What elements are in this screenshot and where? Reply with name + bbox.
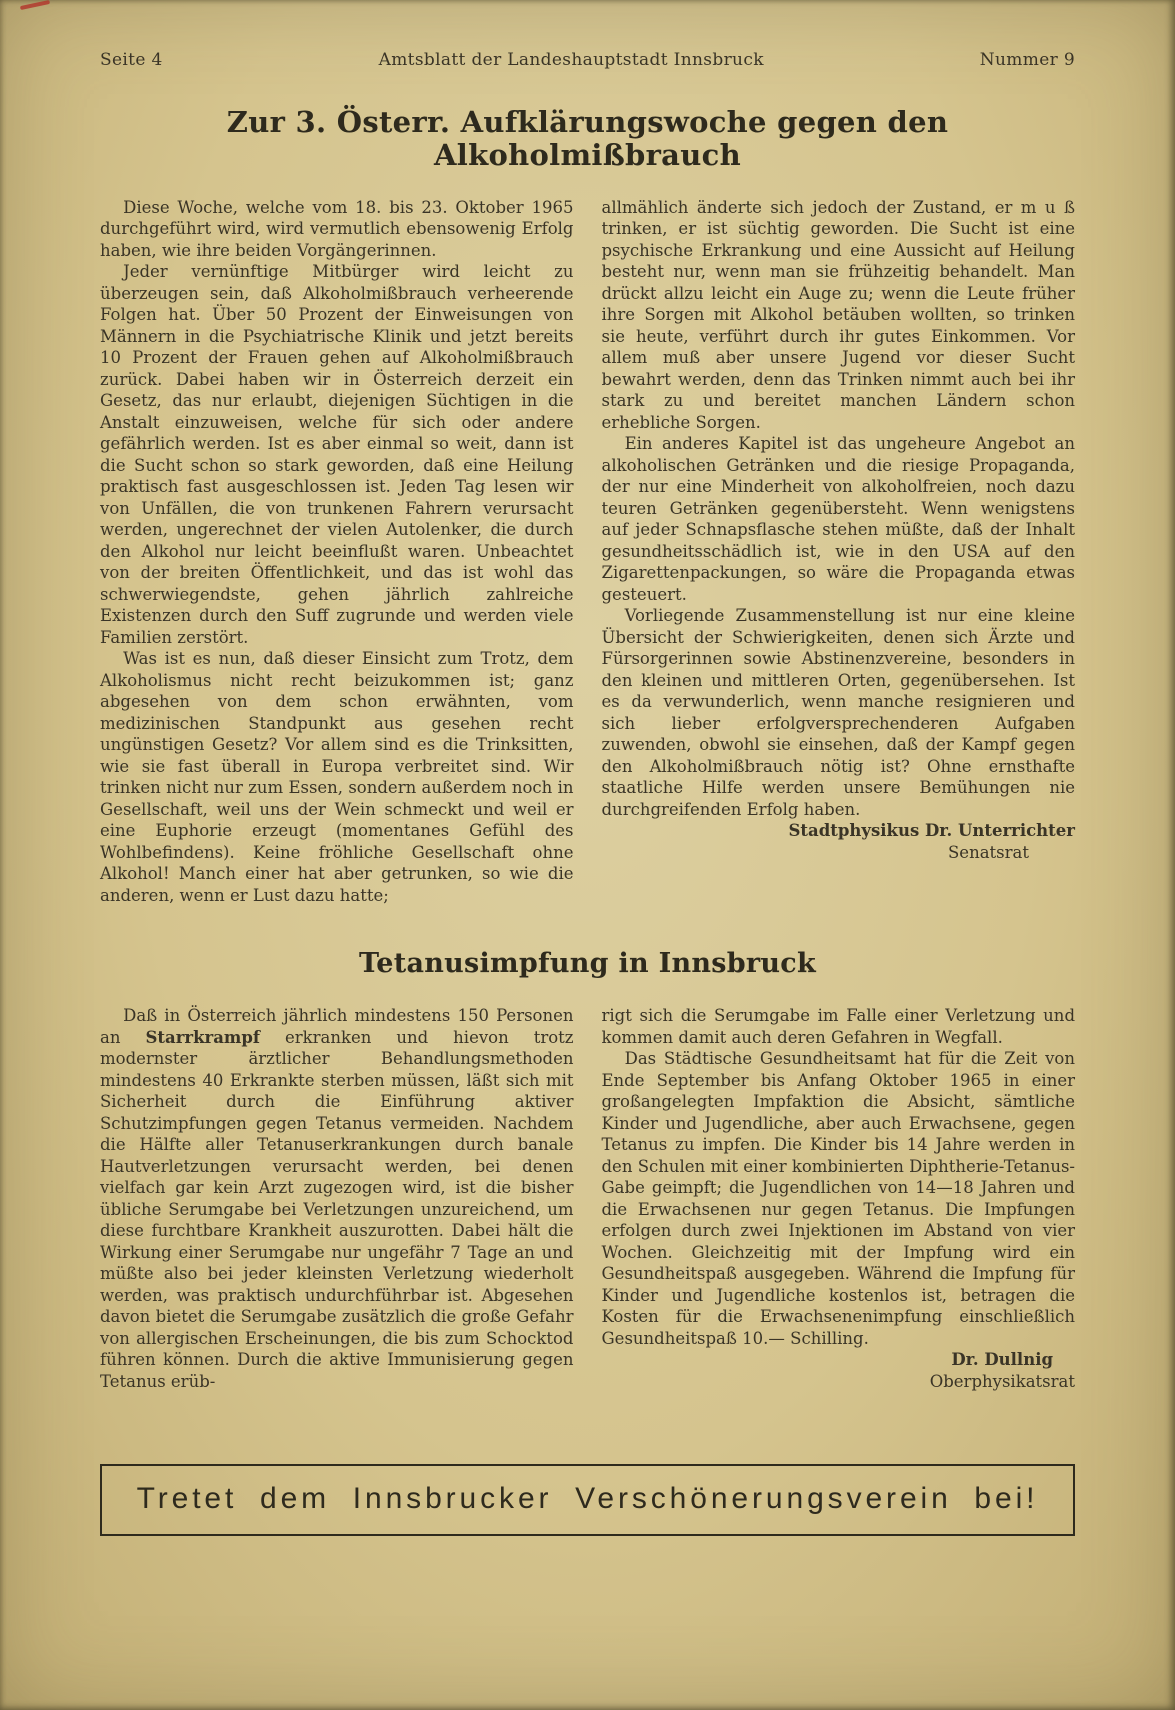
article2-column-right bbox=[602, 1005, 1076, 1392]
publication-title: Amtsblatt der Landeshauptstadt Innsbruck bbox=[378, 50, 764, 70]
article-tetanus-vaccination bbox=[100, 948, 1075, 1392]
paragraph-rest: erkranken und hievon trotz modernster ärztlicher Behandlungsmethoden mindestens 40 Erkrankte sterben müssen, läßt sich mit Sicherheit durch die Einführung aktiver Schutzimpfungen gegen Tetanus vermeiden. Nachdem die Hälfte aller Tetanuserkrankungen durch banale Hautverletzungen verursacht werden, bei denen vielfach gar kein Arzt zugezogen wird, ist die bisher übliche Serumgabe bei Verletzungen unzureichend, um diese furchtbare Krankheit auszurotten. Dabei hält die Wirkung einer Serumgabe nur ungefähr 7 Tage an und müßte also bei jeder kleinsten Verletzung wiederholt werden, was praktisch undurchführbar ist. Abgesehen davon bietet die Serumgabe zusätzlich die große Gefahr von allergischen Erscheinungen, die bis zum Schocktod führen können. Durch die aktive Immunisierung gegen Tetanus erüb- bbox=[100, 1027, 574, 1391]
paragraph bbox=[100, 1005, 574, 1392]
paragraph: Was ist es nun, daß dieser Einsicht zum Trotz, dem Alkoholismus nicht recht beizukommen ist; ganz abgesehen von dem schon erwähnten, vom medizinischen Standpunkt aus gesehen recht ungünstigen Gesetz? Vor allem sind es die Trinksitten, wie sie fast überall in Europa verbreitet sind. Wir trinken nicht nur zum Essen, sondern außerdem noch in Gesellschaft, weil uns der Wein schmeckt und weil er eine Euphorie erzeugt (momentanes Gefühl des Wohlbefindens). Keine fröhliche Gesellschaft ohne Alkohol! Manch einer hat aber getrunken, so wie die anderen, wenn er Lust dazu hatte; bbox=[100, 649, 574, 905]
article2-title: Tetanusimpfung in Innsbruck bbox=[358, 948, 816, 980]
paragraph: Jeder vernünftige Mitbürger wird leicht zu überzeugen sein, daß Alkoholmißbrauch verheerende Folgen hat. Über 50 Prozent der Einweisungen von Männern in die Psychiatrische Klinik und jetzt bereits 10 Prozent der Frauen gehen auf Alkoholmißbrauch zurück. Dabei haben wir in Österreich derzeit ein Gesetz, das nur erlaubt, diejenigen Süchtigen in die Anstalt einzuweisen, welche für sich oder andere gefährlich werden. Ist es aber einmal so weit, dann ist die Sucht schon so stark geworden, daß eine Heilung praktisch fast ausgeschlossen ist. Jeden Tag lesen wir von Unfällen, die von trunkenen Fahrern verursacht werden, ungerechnet der vielen Autolenker, die durch den Alkohol nur leicht beeinflußt waren. Unbeachtet von der breiten Öffentlichkeit, und das ist wohl das schwerwiegendste, gehen jährlich zahlreiche Existenzen durch den Suff zugrunde und werden viele Familien zerstört. bbox=[100, 262, 574, 647]
article-alcohol-awareness bbox=[100, 106, 1075, 906]
paragraph: allmählich änderte sich jedoch der Zustand, er m u ß trinken, er ist süchtig geworden. Die Sucht ist eine psychische Erkrankung und eine Aussicht auf Heilung besteht nur, wenn man sie frühzeitig behandelt. Man drückt allzu leicht ein Auge zu; wenn die Leute früher ihre Sorgen mit Alkohol betäuben wollten, so trinken sie heute, verführt durch ihr gutes Einkommen. Vor allem muß aber unsere Jugend vor dieser Sucht bewahrt werden, denn das Trinken nimmt auch bei ihr stark zu und bereitet manchen Ländern schon erhebliche Sorgen. bbox=[601, 197, 1075, 432]
page-number: Seite 4 bbox=[100, 50, 163, 70]
article1-title: Zur 3. Österr. Aufklärungswoche gegen den Alkoholmißbrauch bbox=[226, 105, 949, 173]
article1-column-right bbox=[602, 197, 1076, 907]
paragraph-lead: Daß in Österreich jährlich mindestens 150 Personen an bbox=[100, 1006, 574, 1047]
article1-signature-name: Stadtphysikus Dr. Unterrichter bbox=[788, 821, 1075, 841]
article2-signature-role: Oberphysikatsrat bbox=[929, 1371, 1075, 1391]
article1-column-left bbox=[100, 197, 574, 907]
article2-column-left bbox=[100, 1005, 574, 1392]
article1-columns bbox=[100, 197, 1075, 907]
beautification-society-banner: Tretet dem Innsbrucker Verschönerungsverein bei! bbox=[100, 1464, 1075, 1536]
paragraph: Das Städtische Gesundheitsamt hat für die Zeit von Ende September bis Anfang Oktober 1965 in einer großangelegten Impfaktion die Absicht, sämtliche Kinder und Jugendliche, aber auch Erwachsene, gegen Tetanus zu impfen. Die Kinder bis 14 Jahre werden in den Schulen mit einer kombinierten Diphtherie-Tetanus-Gabe geimpft; die Jugendlichen von 14—18 Jahren und die Erwachsenen nur gegen Tetanus. Die Impfungen erfolgen durch zwei Injektionen im Abstand von vier Wochen. Gleichzeitig mit der Impfung wird ein Gesundheitspaß ausgegeben. Während die Impfung für Kinder und Jugendliche kostenlos ist, betragen die Kosten für die Erwachsenenimpfung einschließlich Gesundheitspaß 10.— Schilling. bbox=[601, 1049, 1075, 1348]
paragraph: rigt sich die Serumgabe im Falle einer Verletzung und kommen damit auch deren Gefahren in Wegfall. bbox=[601, 1006, 1075, 1047]
paragraph: Ein anderes Kapitel ist das ungeheure Angebot an alkoholischen Getränken und die riesige Propaganda, der nur eine Minderheit von alkoholfreien, noch dazu teuren Getränken gegenübersteht. Wenn wenigstens auf jeder Schnapsflasche stehen müßte, daß der Inhalt gesundheitsschädlich ist, wie in den USA auf den Zigarettenpackungen, so wäre die Propaganda etwas gesteuert. bbox=[601, 434, 1075, 604]
red-scan-mark bbox=[20, 0, 50, 10]
paragraph: Vorliegende Zusammenstellung ist nur eine kleine Übersicht der Schwierigkeiten, denen sich Ärzte und Fürsorgerinnen sowie Abstinenzvereine, besonders in den kleinen und mittleren Orten, gegenübersehen. Ist es da verwunderlich, wenn manche resignieren und sich lieber erfolgversprechenderen Aufgaben zuwenden, obwohl sie einsehen, daß der Kampf gegen den Alkoholmißbrauch nötig ist? Ohne ernsthafte staatliche Hilfe werden unsere Bemühungen nie durchgreifenden Erfolg haben. bbox=[601, 606, 1075, 819]
emphasis-starrkrampf: Starrkrampf bbox=[145, 1027, 260, 1047]
paragraph: Diese Woche, welche vom 18. bis 23. Oktober 1965 durchgeführt wird, wird vermutlich ebensowenig Erfolg haben, wie ihre beiden Vorgängerinnen. bbox=[100, 197, 574, 260]
article1-signature-role: Senatsrat bbox=[948, 842, 1029, 862]
issue-number: Nummer 9 bbox=[979, 50, 1075, 70]
article2-columns bbox=[100, 1005, 1075, 1392]
article2-signature-name: Dr. Dullnig bbox=[951, 1350, 1053, 1370]
page-header bbox=[100, 50, 1075, 70]
